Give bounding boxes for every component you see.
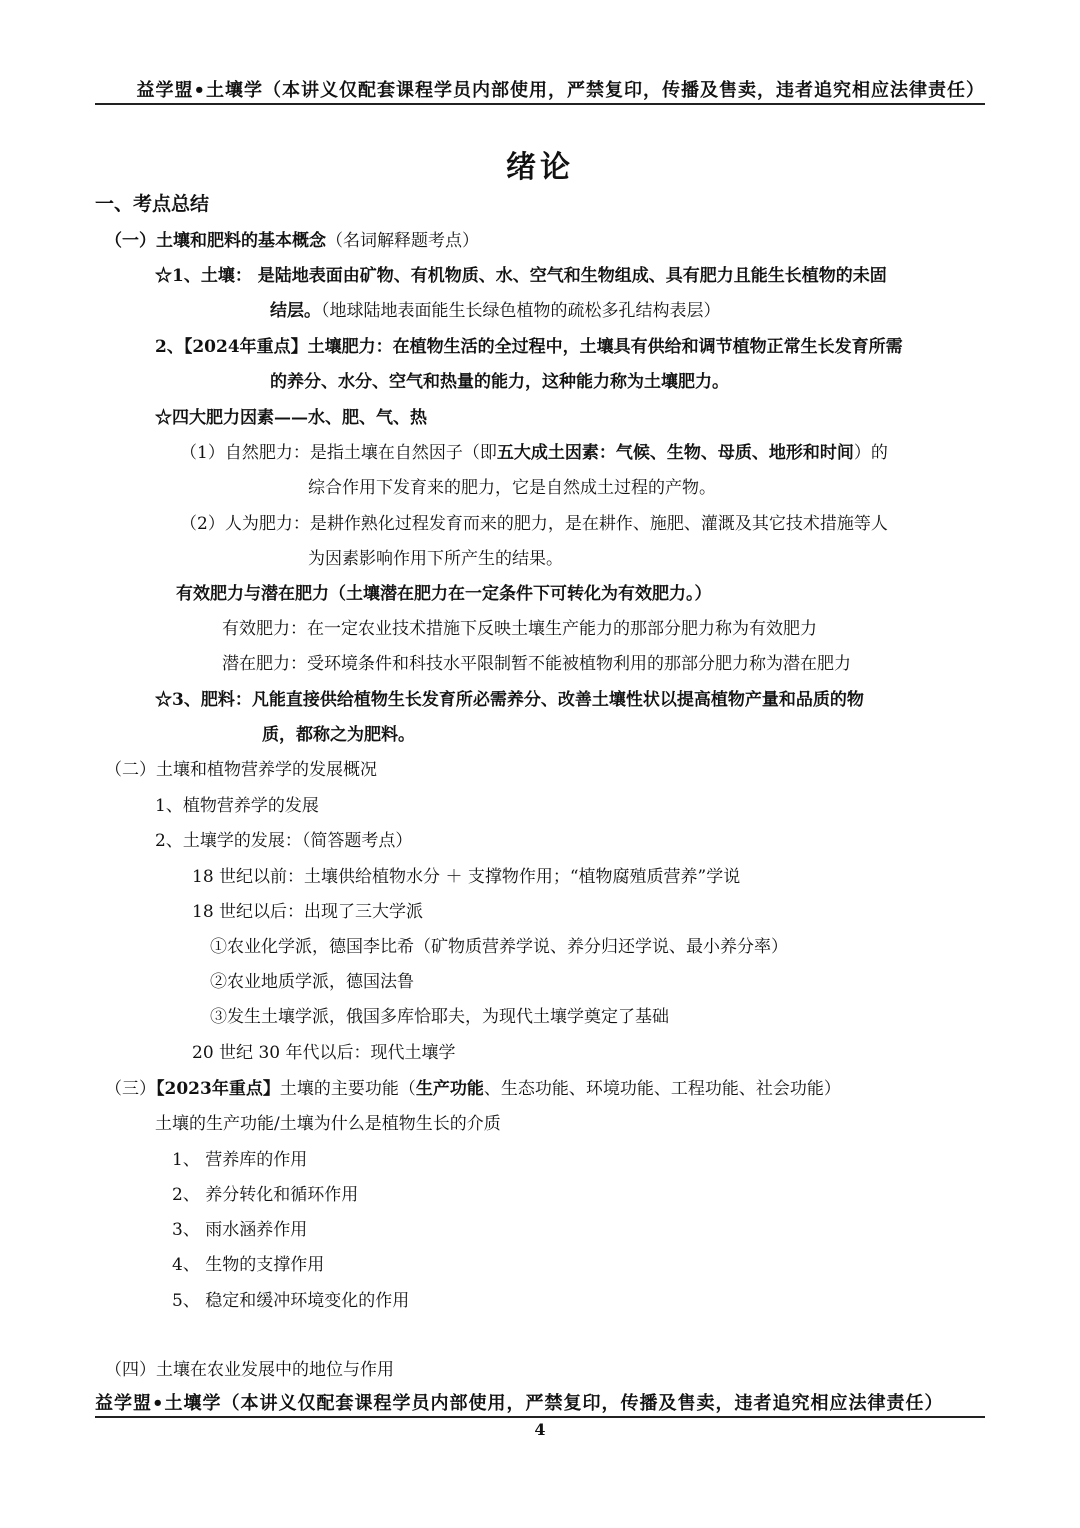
soil-fertility-definition-cont: 的养分、水分、空气和热量的能力，这种能力称为土壤肥力。	[270, 372, 729, 392]
soil-definition: ☆1、土壤： 是陆地表面由矿物、有机物质、水、空气和生物组成、具有肥力且能生长植物的未固	[155, 266, 887, 286]
natural-fertility: （1）自然肥力：是指土壤在自然因子（即五大成土因素：气候、生物、母质、地形和时间）的	[180, 443, 888, 463]
list-item: 2、 养分转化和循环作用	[172, 1185, 359, 1205]
soil-fertility-definition: 2、【2024年重点】土壤肥力：在植物生活的全过程中，土壤具有供给和调节植物正常生长发育所需	[155, 337, 903, 357]
four-fertility-factors: ☆四大肥力因素——水、肥、气、热	[155, 408, 427, 428]
subsection-heading-functions: （三）【2023年重点】土壤的主要功能（生产功能、生态功能、环境功能、工程功能、社会功能）	[105, 1079, 841, 1099]
production-function-subheading: 土壤的生产功能/土壤为什么是植物生长的介质	[155, 1114, 501, 1134]
list-item: ②农业地质学派，德国法鲁	[210, 972, 414, 992]
list-item: 5、 稳定和缓冲环境变化的作用	[172, 1291, 410, 1311]
list-item: 3、 雨水涵养作用	[172, 1220, 308, 1240]
list-item: 2、土壤学的发展：（简答题考点）	[155, 831, 413, 851]
potential-fertility: 潜在肥力：受环境条件和科技水平限制暂不能被植物利用的那部分肥力称为潜在肥力	[222, 654, 851, 674]
subsection-heading-development: （二）土壤和植物营养学的发展概况	[105, 760, 377, 780]
list-item: 20 世纪 30 年代以后：现代土壤学	[192, 1043, 456, 1063]
soil-definition-cont: 结层。（地球陆地表面能生长绿色植物的疏松多孔结构表层）	[270, 301, 721, 321]
page-title: 绪论	[506, 150, 574, 185]
list-item: 1、 营养库的作用	[172, 1150, 308, 1170]
page-footer: 益学盟•土壤学（本讲义仅配套课程学员内部使用，严禁复印，传播及售卖，违者追究相应法律责任）	[95, 1393, 944, 1414]
list-item: 18 世纪以后：出现了三大学派	[192, 902, 424, 922]
subsection-heading-basic-concepts: （一）土壤和肥料的基本概念（名词解释题考点）	[105, 231, 479, 251]
human-fertility-cont: 为因素影响作用下所产生的结果。	[308, 549, 563, 569]
list-item: 4、 生物的支撑作用	[172, 1255, 325, 1275]
human-fertility: （2）人为肥力：是耕作熟化过程发育而来的肥力，是在耕作、施肥、灌溉及其它技术措施等人	[180, 514, 888, 534]
fertilizer-definition: ☆3、肥料：凡能直接供给植物生长发育所必需养分、改善土壤性状以提高植物产量和品质的物	[155, 690, 864, 710]
page-number: 4	[534, 1420, 546, 1439]
section-heading-1: 一、考点总结	[95, 193, 210, 215]
list-item: ①农业化学派，德国李比希（矿物质营养学说、养分归还学说、最小养分率）	[210, 937, 788, 957]
list-item: ③发生土壤学派，俄国多库恰耶夫，为现代土壤学奠定了基础	[210, 1007, 669, 1027]
header-rule	[95, 103, 985, 105]
natural-fertility-cont: 综合作用下发育来的肥力，它是自然成土过程的产物。	[308, 478, 716, 498]
page-header: 益学盟•土壤学（本讲义仅配套课程学员内部使用，严禁复印，传播及售卖，违者追究相应法律责任）	[136, 80, 985, 101]
footer-rule	[95, 1416, 985, 1418]
list-item: 1、植物营养学的发展	[155, 796, 319, 816]
effective-potential-title: 有效肥力与潜在肥力（土壤潜在肥力在一定条件下可转化为有效肥力。）	[176, 584, 712, 604]
subsection-heading-status: （四）土壤在农业发展中的地位与作用	[105, 1360, 394, 1380]
effective-fertility: 有效肥力：在一定农业技术措施下反映土壤生产能力的那部分肥力称为有效肥力	[222, 619, 817, 639]
list-item: 18 世纪以前：土壤供给植物水分 ＋ 支撑物作用；“植物腐殖质营养”学说	[192, 867, 741, 887]
fertilizer-definition-cont: 质，都称之为肥料。	[262, 725, 415, 745]
